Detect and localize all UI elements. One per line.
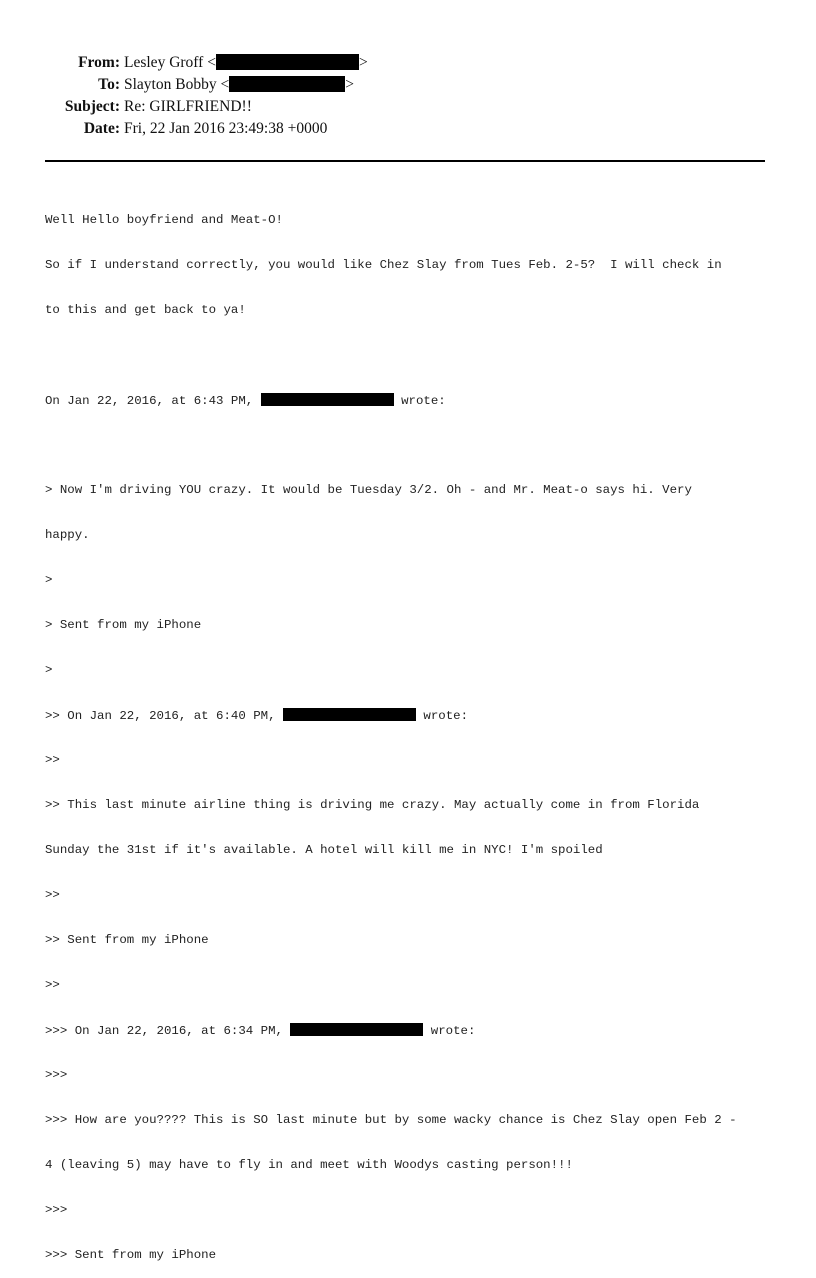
subject-row [0, 96, 816, 118]
spacer [45, 438, 785, 453]
redaction-box [229, 76, 345, 92]
quote-attribution [45, 708, 785, 723]
to-value [124, 74, 354, 96]
attribution-suffix: wrote: [423, 1024, 476, 1038]
email-header [0, 52, 816, 140]
email-body [45, 183, 785, 1278]
quoted-line: 4 (leaving 5) may have to fly in and meet with Woodys casting person!!! [45, 1158, 573, 1172]
quoted-line: >>> [45, 1203, 68, 1217]
quoted-line: happy. [45, 528, 90, 542]
quoted-line: >> [45, 753, 60, 767]
body-line: Well Hello boyfriend and Meat-O! [45, 213, 283, 227]
quoted-line: >> [45, 888, 60, 902]
body-line: So if I understand correctly, you would like Chez Slay from Tues Feb. 2-5? I will check in [45, 258, 722, 272]
date-value: Fri, 22 Jan 2016 23:49:38 +0000 [124, 120, 328, 137]
from-name: Lesley Groff < [124, 54, 216, 71]
quoted-line: >> Sent from my iPhone [45, 933, 209, 947]
redaction-box [290, 1023, 423, 1036]
date-label: Date: [83, 120, 120, 137]
to-label: To: [98, 76, 120, 93]
header-divider [45, 160, 765, 162]
to-close: > [345, 76, 354, 93]
quoted-line: >>> How are you???? This is SO last minute but by some wacky chance is Chez Slay open Feb 2 - [45, 1113, 737, 1127]
quote-attribution [45, 1023, 785, 1038]
attribution-suffix: wrote: [415, 709, 469, 723]
quoted-line: > Now I'm driving YOU crazy. It would be Tuesday 3/2. Oh - and Mr. Meat-o says hi. Very [45, 483, 692, 497]
to-name: Slayton Bobby < [124, 76, 230, 93]
to-row [0, 74, 816, 96]
quote-attribution [45, 393, 785, 408]
from-value [124, 52, 368, 74]
redaction-box [261, 393, 394, 406]
quoted-line: >> [45, 978, 60, 992]
quoted-line: >>> [45, 1068, 68, 1082]
quoted-line: > [45, 573, 53, 587]
quoted-line: >>> Sent from my iPhone [45, 1248, 217, 1262]
attribution-prefix: >> On Jan 22, 2016, at 6:40 PM, [45, 709, 283, 723]
spacer [45, 348, 785, 363]
attribution-prefix: >>> On Jan 22, 2016, at 6:34 PM, [45, 1024, 291, 1038]
redaction-box [283, 708, 416, 721]
quoted-line: Sunday the 31st if it's available. A hotel will kill me in NYC! I'm spoiled [45, 843, 603, 857]
quoted-line: > [45, 663, 53, 677]
body-line: to this and get back to ya! [45, 303, 246, 317]
subject-label: Subject: [64, 98, 120, 115]
attribution-prefix: On Jan 22, 2016, at 6:43 PM, [45, 394, 261, 408]
redaction-box [216, 54, 359, 70]
from-close: > [358, 54, 368, 71]
quoted-line: >> This last minute airline thing is driving me crazy. May actually come in from Florida [45, 798, 700, 812]
quoted-line: > Sent from my iPhone [45, 618, 202, 632]
date-row [0, 118, 816, 140]
from-label: From: [78, 54, 120, 71]
from-row [0, 52, 816, 74]
subject-value: Re: GIRLFRIEND!! [124, 98, 252, 115]
attribution-suffix: wrote: [393, 394, 446, 408]
